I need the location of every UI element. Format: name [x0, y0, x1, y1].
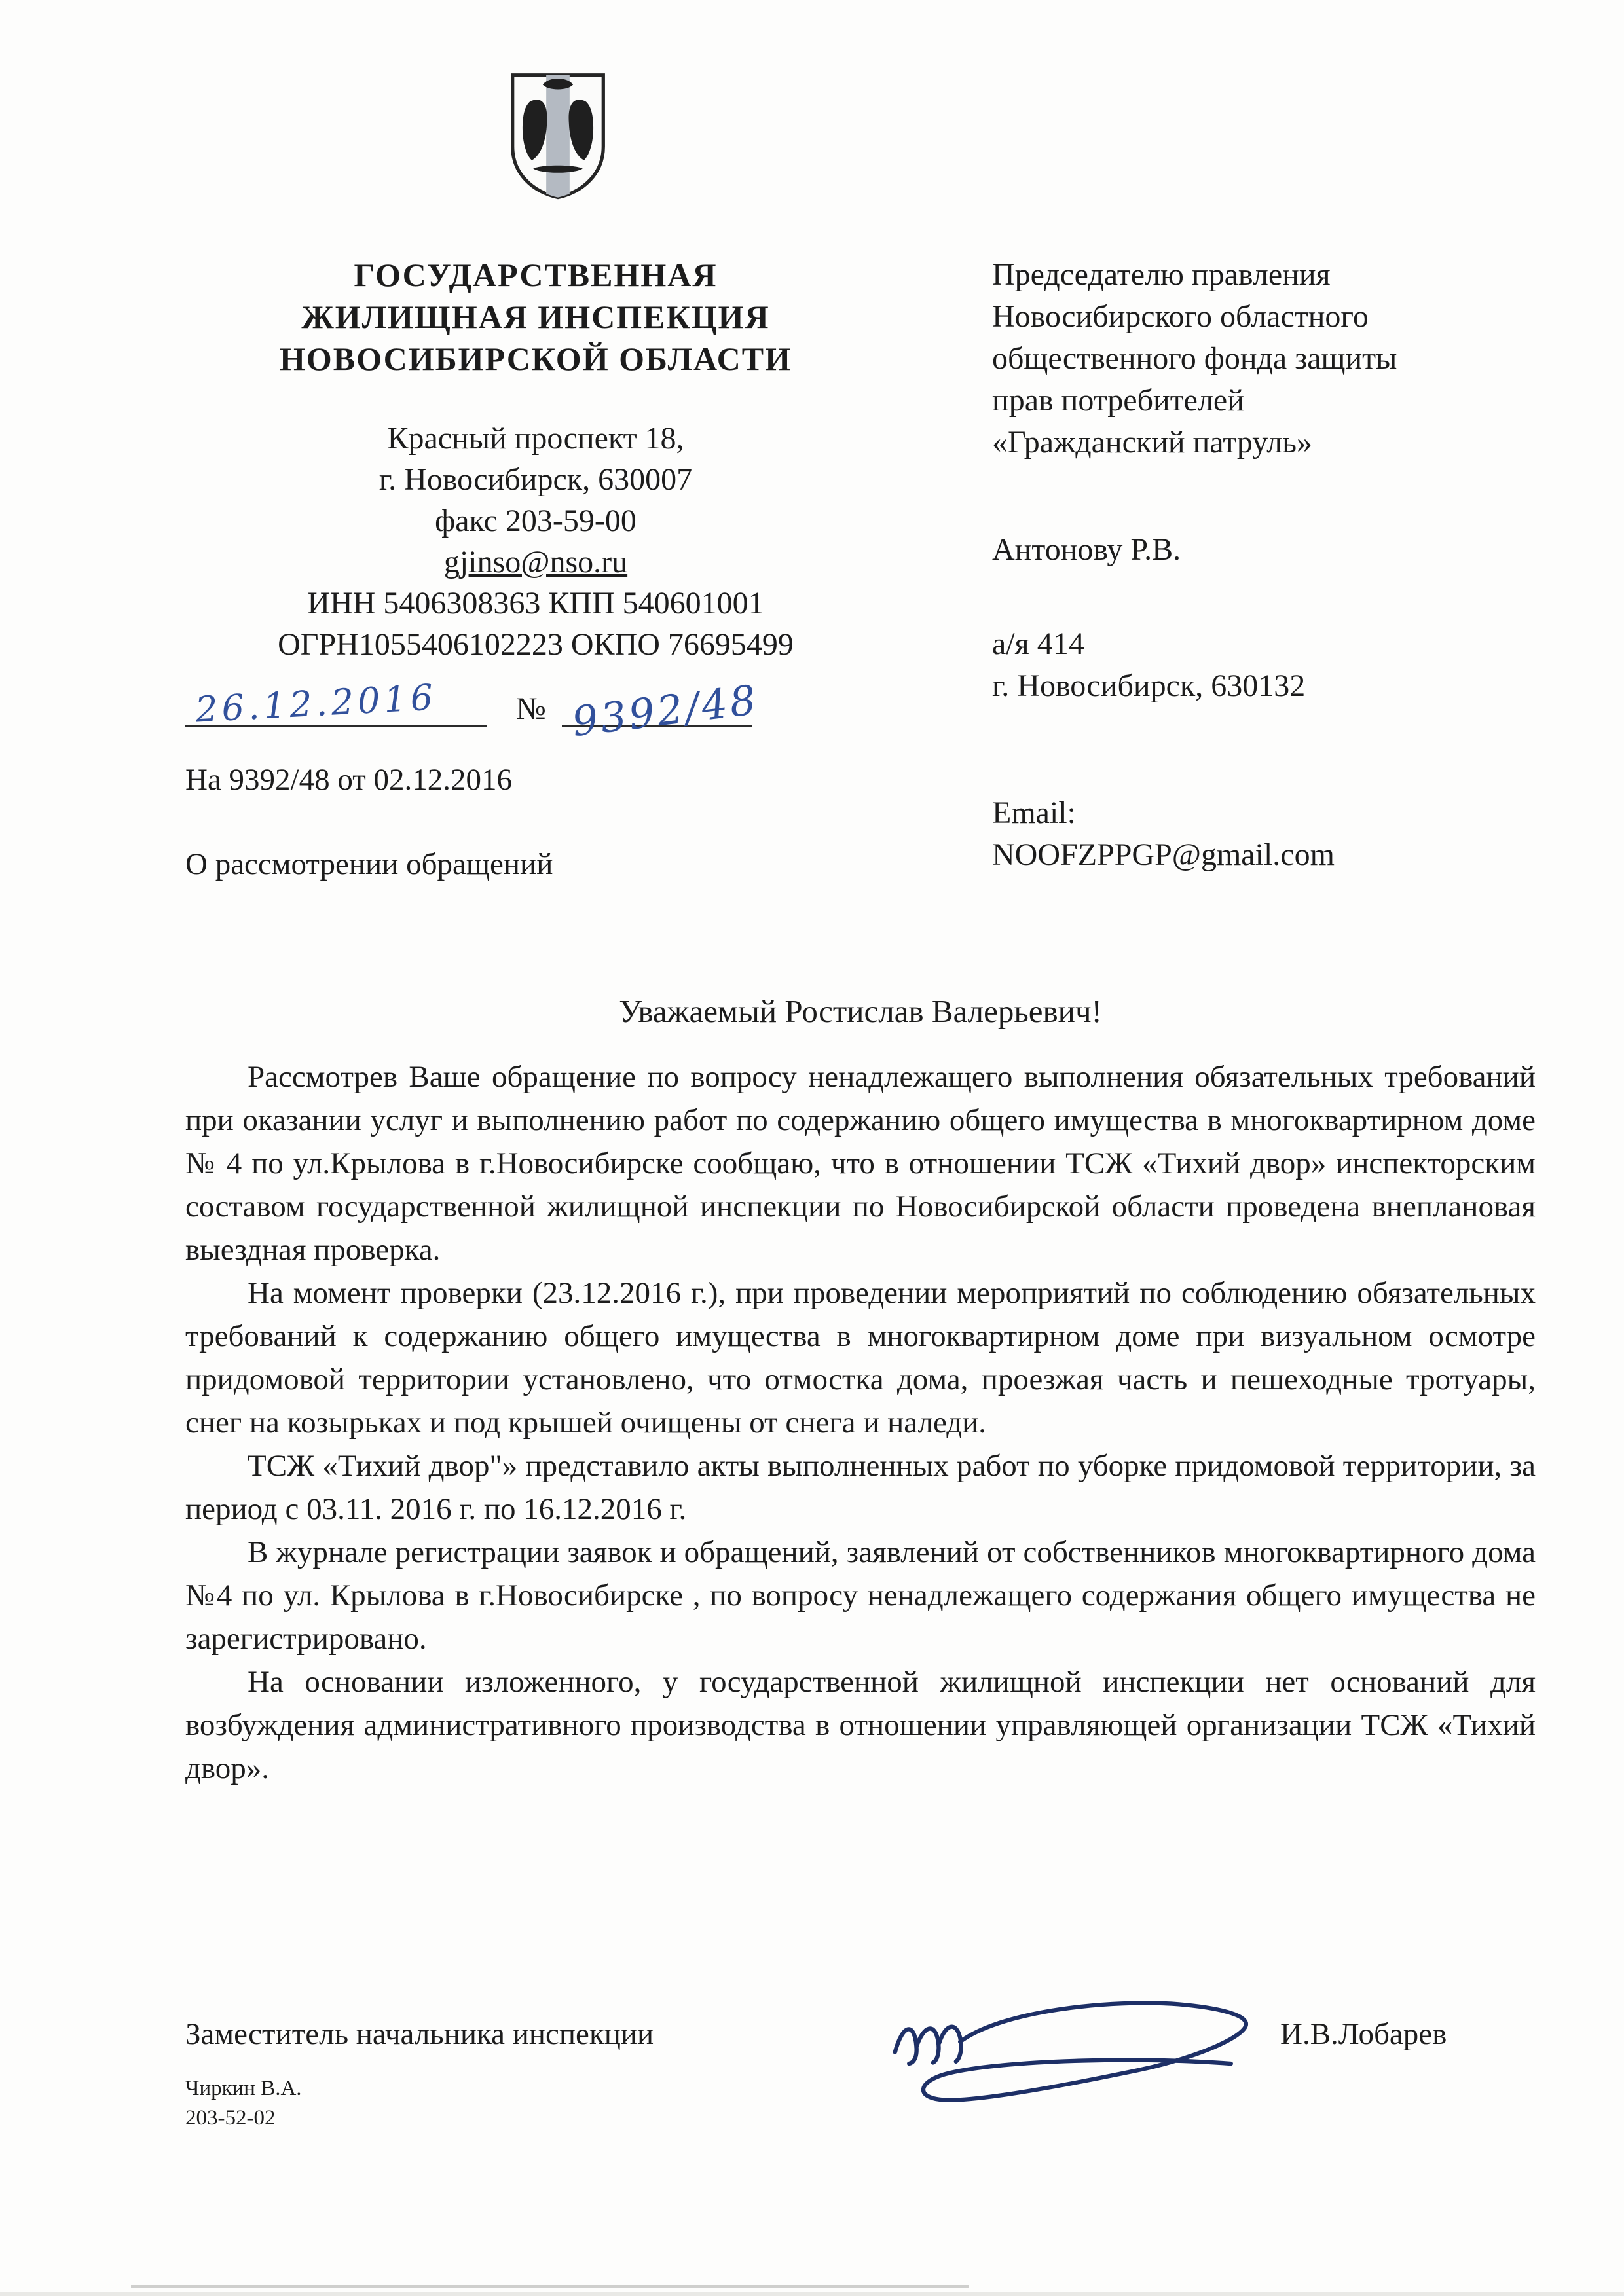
body-paragraph: Рассмотрев Ваше обращение по вопросу ненадлежащего выполнения обязательных требований при оказании услуг и выполнению работ по содержанию общего имущества в многоквартирном доме № 4 по ул.Крылова в г.Новосибирске сообщаю, что в отношении ТСЖ «Тихий двор» инспекторским составом государственной жилищной инспекции по Новосибирской области проведена внеплановая выездная проверка. [185, 1060, 1536, 1267]
address-line: Красный проспект 18, [387, 421, 684, 456]
org-name-line: ГОСУДАРСТВЕННАЯ [354, 257, 718, 293]
recipient-block [992, 254, 1536, 882]
ogrn-okpo-line: ОГРН1055406102223 ОКПО 76695499 [278, 627, 794, 662]
body-paragraph: На основании изложенного, у государственной жилищной инспекции нет оснований для возбуждения административного производства в отношении управляющей организации ТСЖ «Тихий двор». [185, 1665, 1536, 1785]
recipient-email-label: Email: [992, 795, 1076, 830]
recipient-line: Новосибирского областного [992, 299, 1369, 334]
subject-line: О рассмотрении обращений [185, 847, 553, 881]
sender-block [185, 254, 886, 882]
letter-header [185, 254, 1536, 882]
org-name [185, 254, 886, 380]
body-paragraph: В журнале регистрации заявок и обращений, заявлений от собственников многоквартирного дома №4 по ул. Крылова в г.Новосибирске , по вопросу ненадлежащего содержания общего имущества не зарегистрировано. [185, 1535, 1536, 1656]
body-paragraph: ТСЖ «Тихий двор"» представило акты выполненных работ по уборке придомовой территории, за период с 03.11. 2016 г. по 16.12.2016 г. [185, 1449, 1536, 1526]
salutation: Уважаемый Ростислав Валерьевич! [619, 993, 1102, 1029]
letter-body [185, 1055, 1536, 1790]
signer-position: Заместитель начальника инспекции [185, 2017, 654, 2051]
handwritten-number: 9392/48 [569, 675, 761, 746]
number-sign: № [516, 691, 546, 726]
recipient-name: Антонову Р.В. [992, 532, 1181, 567]
body-paragraph: На момент проверки (23.12.2016 г.), при проведении мероприятий по соблюдению обязательных требований к содержанию общего имущества в многоквартирном доме при визуальном осмотре придомовой территории установлено, что отмостка дома, проезжая часть и пешеходные тротуары, снег на козырьках и под крышей очищены от снега и наледи. [185, 1276, 1536, 1440]
recipient-line: «Гражданский патруль» [992, 425, 1313, 460]
recipient-email-address: NOOFZPPGP@gmail.com [992, 837, 1335, 872]
handwritten-signature [866, 1974, 1325, 2141]
address-line: г. Новосибирск, 630007 [378, 462, 693, 497]
sender-email: gjinso@nso.ru [443, 545, 628, 579]
outgoing-number-line [185, 675, 886, 746]
recipient-po-box: а/я 414 [992, 627, 1084, 661]
reference-line: На 9392/48 от 02.12.2016 [185, 763, 513, 797]
executor-phone: 203-52-02 [185, 2106, 276, 2130]
inn-kpp-line: ИНН 5406308363 КПП 540601001 [307, 586, 764, 621]
recipient-line: Председателю правления [992, 257, 1331, 292]
scan-artifact-line [131, 2285, 969, 2288]
handwritten-date: 26.12.2016 [194, 676, 438, 731]
signature-block [185, 1984, 1536, 2193]
recipient-city: г. Новосибирск, 630132 [992, 668, 1306, 703]
scan-edge-strip [0, 2292, 1624, 2296]
signer-name: И.В.Лобарев [1280, 2017, 1447, 2051]
sender-contacts [185, 418, 886, 665]
org-name-line: ЖИЛИЩНАЯ ИНСПЕКЦИЯ [301, 299, 770, 335]
executor-block [185, 2074, 302, 2133]
fax-line: факс 203-59-00 [435, 503, 637, 538]
recipient-line: прав потребителей [992, 383, 1244, 418]
recipient-line: общественного фонда защиты [992, 341, 1397, 376]
coat-of-arms [503, 65, 613, 203]
executor-name: Чиркин В.А. [185, 2077, 302, 2100]
org-name-line: НОВОСИБИРСКОЙ ОБЛАСТИ [279, 340, 792, 377]
